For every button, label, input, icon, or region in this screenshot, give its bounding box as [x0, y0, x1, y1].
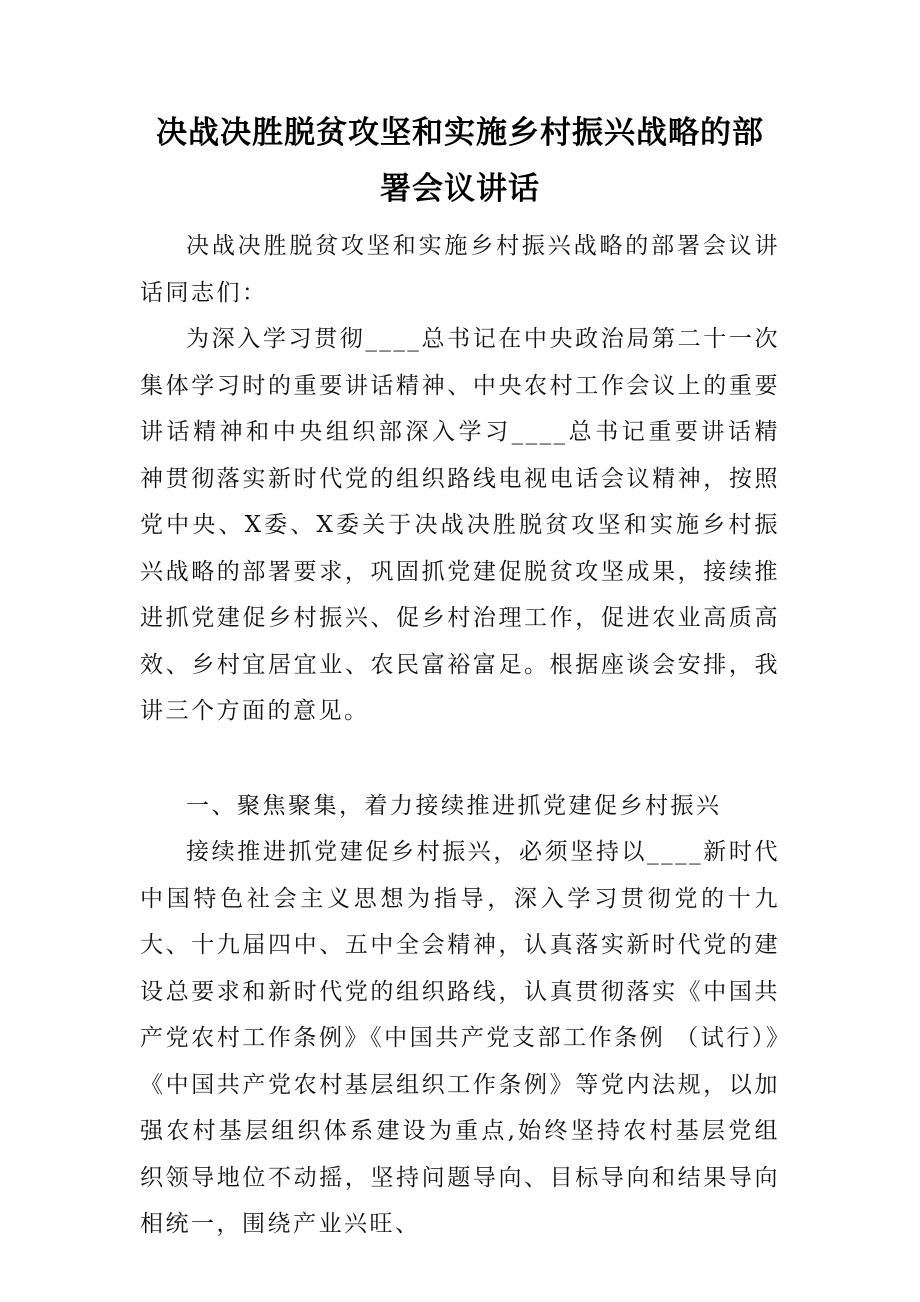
title-line-2: 署会议讲话: [380, 171, 540, 207]
opening-paragraph: 决战决胜脱贫攻坚和实施乡村振兴战略的部署会议讲话同志们：: [140, 233, 780, 306]
section-paragraph: 接续推进抓党建促乡村振兴，必须坚持以____新时代中国特色社会主义思想为指导，深入学习贯彻党的十九大、十九届四中、五中全会精神，认真落实新时代党的建设总要求和新时代党的组织路线，认真贯彻落实《中国共产党农村工作条例》《中国共产党支部工作条例 （试行）》《中国共产党农村基层组织工作条例》等党内法规，以加强农村基层组织体系建设为重点,始终坚持农村基层党组织领导地位不动摇，坚持问题导向、目标导向和结果导向相统一，围绕产业兴旺、: [140, 839, 780, 1237]
document-title: [140, 105, 780, 217]
section-heading: 一、聚焦聚集，着力接续推进抓党建促乡村振兴: [186, 792, 722, 819]
document-body: [140, 223, 780, 1248]
title-line-1: 决战决胜脱贫攻坚和实施乡村振兴战略的部: [156, 115, 764, 151]
intro-paragraph: 为深入学习贯彻____总书记在中央政治局第二十一次集体学习时的重要讲话精神、中央农村工作会议上的重要讲话精神和中央组织部深入学习____总书记重要讲话精神贯彻落实新时代党的组织路线电视电话会议精神，按照党中央、X委、X委关于决战决胜脱贫攻坚和实施乡村振兴战略的部署要求，巩固抓党建促脱贫攻坚成果，接续推进抓党建促乡村振兴、促乡村治理工作，促进农业高质高效、乡村宜居宜业、农民富裕富足。根据座谈会安排，我讲三个方面的意见。: [140, 326, 780, 724]
